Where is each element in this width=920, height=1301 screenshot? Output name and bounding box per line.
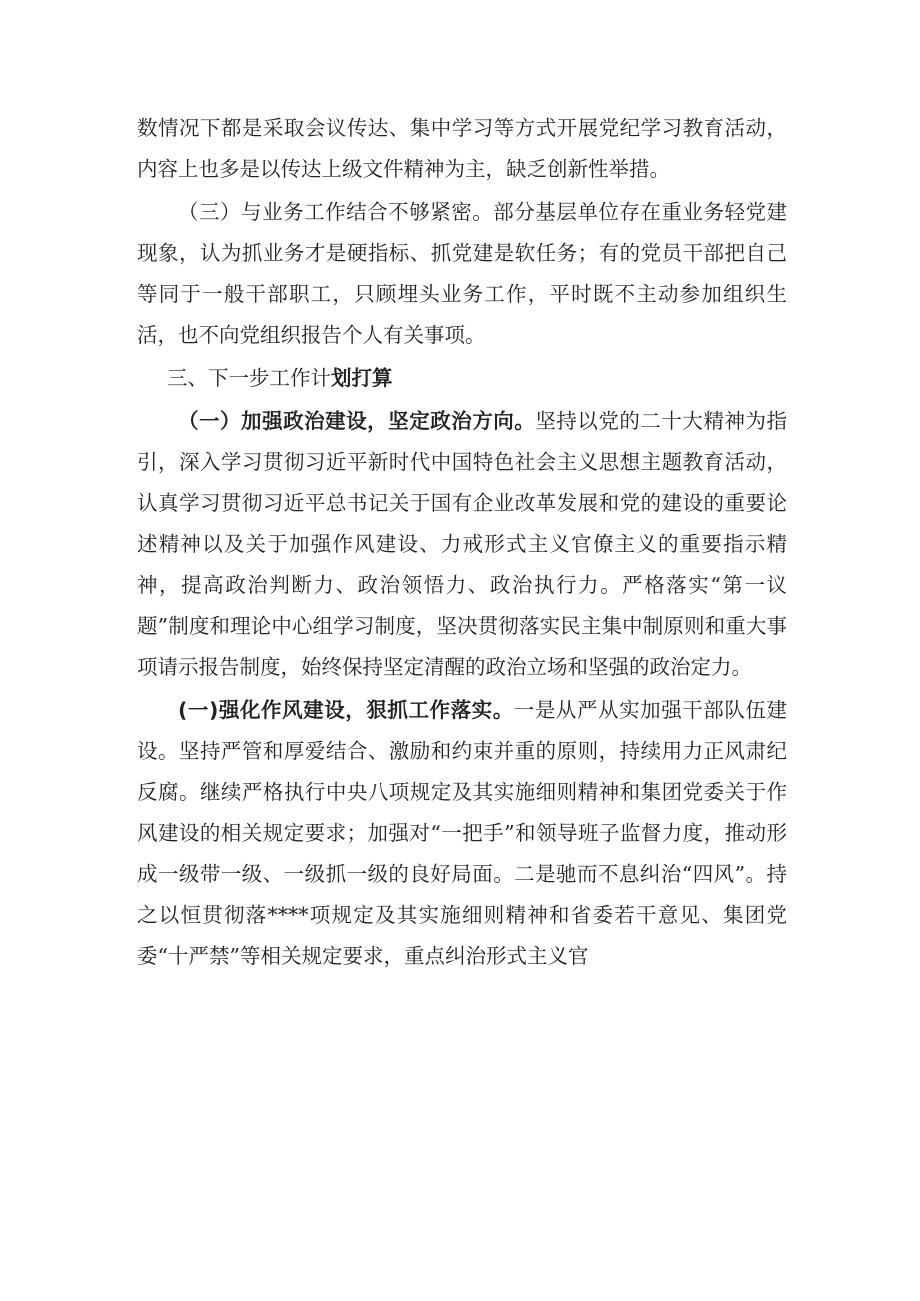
item2-title: (一)强化作风建设，狠抓工作落实。: [178, 698, 514, 722]
item2-body: 一是从严从实加强干部队伍建设。坚持严管和厚爱结合、激励和约束并重的原则，持续用力正风肃纪反腐。继续严格执行中央八项规定及其实施细则精神和集团党委关于作风建设的相关规定要求；加强对“一把手”和领导班子监督力度，推动形成一级带一级、一级抓一级的良好局面。二是驰而不息纠治“四风”。持之以恒贯彻落****项规定及其实施细则精神和省委若干意见、集团党委“十严禁”等相关规定要求，重点纠治形式主义官: [137, 698, 787, 968]
section-heading: [137, 358, 787, 399]
paragraph-item-three: （三）与业务工作结合不够紧密。部分基层单位存在重业务轻党建现象，认为抓业务才是硬指标、抓党建是软任务；有的党员干部把自己等同于一般干部职工，只顾埋头业务工作，平时既不主动参加组织生活，也不向党组织报告个人有关事项。: [137, 200, 787, 347]
document-body: [137, 108, 787, 977]
paragraph-work-style: [137, 690, 787, 977]
item1-body: 坚持以党的二十大精神为指引，深入学习贯彻习近平新时代中国特色社会主义思想主题教育活动，认真学习贯彻习近平总书记关于国有企业改革发展和党的建设的重要论述精神以及关于加强作风建设、力戒形式主义官僚主义的重要指示精神，提高政治判断力、政治领悟力、政治执行力。严格落实“第一议题”制度和理论中心组学习制度，坚决贯彻落实民主集中制原则和重大事项请示报告制度，始终保持坚定清醒的政治立场和坚强的政治定力。: [137, 409, 788, 679]
section-heading-plain: 三、下一步工作计: [167, 366, 331, 390]
item1-title: （一）加强政治建设，坚定政治方向。: [178, 409, 536, 433]
paragraph-continued: 数情况下都是采取会议传达、集中学习等方式开展党纪学习教育活动，内容上也多是以传达上级文件精神为主，缺乏创新性举措。: [137, 116, 787, 181]
paragraph-political-construction: [137, 401, 787, 688]
section-heading-bold: 划打算: [331, 366, 393, 390]
